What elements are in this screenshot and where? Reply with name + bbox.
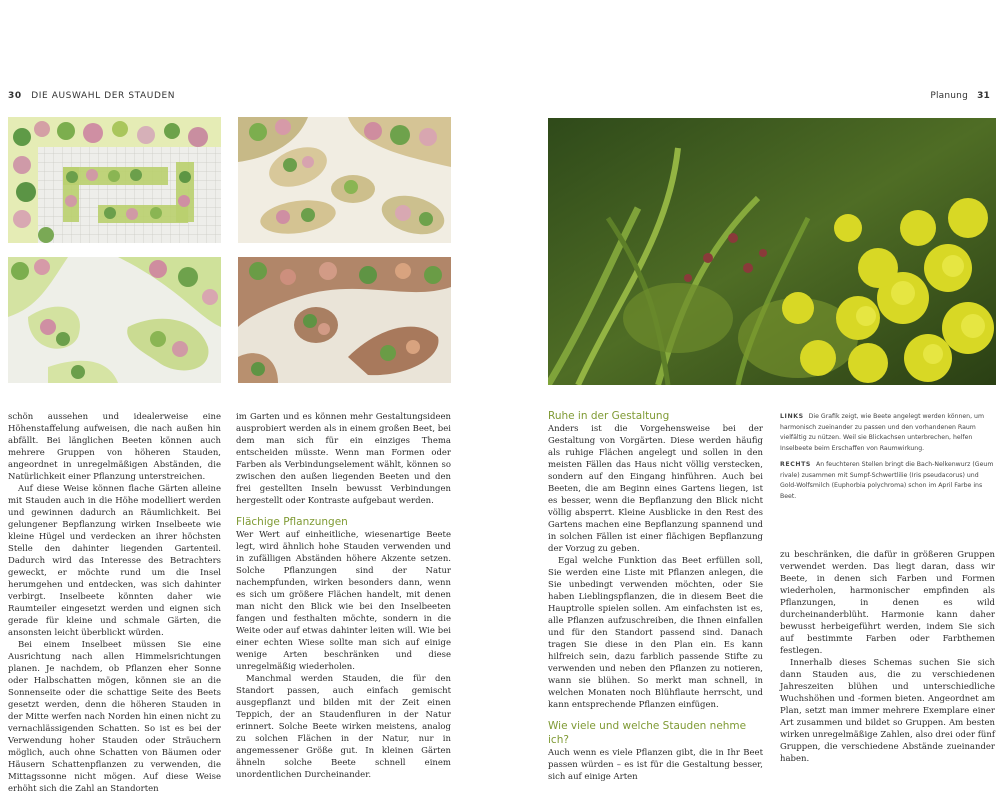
paragraph: im Garten und es können mehr Gestaltungsideen ausprobiert werden als in einem großen Beet, bei dem man sich für ein einziges Thema entscheiden müsste. Wenn man Formen oder Farben als Verbindungselement wählt, können so zwischen den außen liegenden Beeten und den frei gestellten Inseln bewusst Verbindungen hergestellt oder Kontraste aufgebaut werden.	[236, 412, 451, 506]
text-column-1	[8, 411, 221, 795]
text-column-4	[780, 549, 995, 765]
paragraph: Wer Wert auf einheitliche, wiesenartige Beete legt, wird ähnlich hohe Stauden verwenden und in zufälligen Abständen höhere Akzente setzen. Solche Pflanzungen sind der Natur nachempfunden, wirken besonders dann, wenn es sich um größere Flächen handelt, mit denen man nicht den Blick wie bei den Inselbeeten fangen und festhalten möchte, sondern in die Weite oder auf etwas dahinter leiten will. Wie bei einer echten Wiese sollte man sich auf einige wenige Arten beschränken und diese unregelmäßig wiederholen.	[236, 530, 451, 672]
subheading: Flächige Pflanzungen	[236, 516, 348, 528]
text-column-2	[236, 411, 451, 781]
chapter-title: DIE AUSWAHL DER STAUDEN	[31, 91, 176, 101]
page-number-left: 30	[8, 91, 22, 101]
image-captions	[780, 412, 994, 508]
subheading: Wie viele und welche Stauden nehme ich?	[548, 720, 747, 746]
paragraph: Egal welche Funktion das Beet erfüllen soll, Sie werden eine Liste mit Pflanzen anlegen, die Sie unbedingt verwenden möchten, oder Sie haben Lieblingspflanzen, die in diesem Beet die Hauptrolle spielen sollen. Am einfachsten ist es, alle Pflanzen aufzuschreiben, die Ihnen einfallen und für den Standort passend sind. Danach tragen Sie diese in den Plan ein. Es kann hilfreich sein, dazu farblich passende Stifte zu verwenden und neben den Pflanzen zu notieren, wann sie blühen. So merkt man schnell, in welchen Monaten noch Blühflaute herrscht, und kann entsprechende Pflanzen einfügen.	[548, 556, 763, 710]
paragraph: Anders ist die Vorgehensweise bei der Gestaltung von Vorgärten. Diese werden häufig als ruhige Flächen angelegt und sollen in den meisten Fällen das Haus nicht völlig verstecken, sondern auf den Eingang hinführen. Auch bei Beeten, die am Beginn eines Gartens liegen, ist es besser, wenn die Bepflanzung den Blick nicht völlig absperrt. Kleine Ausblicke in den Rest des Gartens machen eine Bepflanzung spannend und in solchen Fällen ist einer flächigen Bepflanzung der Vorzug zu geben.	[548, 424, 763, 554]
paragraph: Auf diese Weise können flache Gärten alleine mit Stauden auch in die Höhe modelliert werden und gewinnen dadurch an Räumlichkeit. Bei gelungener Bepflanzung wirken Inselbeete wie kleine Hügel und verdecken an ihrer höchsten Stelle den dahinter liegenden Gartenteil. Dadurch wird das Interesse des Betrachters geweckt, er möchte rund um die Insel herumgehen und entdecken, was sich dahinter verbirgt. Inselbeete könnten daher wie Raumteiler eingesetzt werden und eignen sich gerade für kleine und schmale Gärten, die ansonsten leicht überblickt würden.	[8, 484, 221, 638]
caption-label: RECHTS	[780, 461, 811, 468]
section-title: Planung	[930, 91, 968, 101]
staudenbeet-foto-icon	[548, 118, 996, 385]
caption-links	[780, 412, 994, 454]
subheading: Ruhe in der Gestaltung	[548, 410, 670, 422]
beet-skizze-geschwungen-icon	[8, 257, 221, 383]
paragraph: zu beschränken, die dafür in größeren Gruppen verwendet werden. Das liegt daran, dass wir Beete, in denen sich Farben und Formen wiederholen, harmonischer empfinden als Pflanzungen, in denen es wild durcheinanderblüht. Harmonie kann daher bewusst herbeigeführt werden, indem Sie sich auf bestimmte Farben oder Farbthemen festlegen.	[780, 550, 995, 656]
paragraph: Bei einem Inselbeet müssen Sie eine Ausrichtung nach allen Himmelsrichtungen planen. Je nachdem, ob Pflanzen eher Sonne oder Halbschatten mögen, können sie an die Sonnenseite oder die schattige Seite des Beets gesetzt werden, denn die höheren Stauden in der Mitte werfen nach Norden hin einen nicht zu vernachlässigenden Schatten. So ist es bei der Verwendung hoher Stauden oder Sträuchern möglich, auch ohne Schatten von Bäumen oder Häusern Schattenpflanzen zu verwenden, die Mittagssonne nicht mögen. Auf diese Weise erhöht sich die Zahl an Standorten	[8, 640, 221, 794]
text-column-3	[548, 409, 763, 783]
paragraph: Manchmal werden Stauden, die für den Standort passen, auch einfach gemischt ausgepflanzt und bilden mit der Zeit einen Teppich, der an Staudenfluren in der Natur erinnert. Solche Beete wirken meistens, analog zu solchen Flächen in der Natur, nur in angemessener Größe gut. In kleinen Gärten ähneln solche Beete schnell einem unordentlichen Durcheinander.	[236, 674, 451, 780]
beet-skizze-inseln-icon	[238, 117, 451, 243]
page-number-right: 31	[977, 91, 990, 101]
paragraph: schön aussehen und idealerweise eine Höhenstaffelung aufweisen, die nach außen hin abfällt. Bei länglichen Beeten können auch mehrere Gruppen von höheren Stauden, angeordnet in unregelmäßigen Abständen, die Natürlichkeit einer Pflanzung unterstreichen.	[8, 412, 221, 482]
caption-text: An feuchteren Stellen bringt die Bach-Nelkenwurz (Geum rivale) zusammen mit Sumpf-Schwertlilie (Iris pseudacorus) und Gold-Wolfsmilch (Euphorbia polychroma) schon im April Farbe ins Beet.	[780, 461, 994, 500]
caption-rechts	[780, 460, 994, 502]
beet-skizze-braun-icon	[238, 257, 451, 383]
paragraph: Auch wenn es viele Pflanzen gibt, die in Ihr Beet passen würden – es ist für die Gestaltung besser, sich auf einige Arten	[548, 748, 763, 782]
paragraph: Innerhalb dieses Schemas suchen Sie sich dann Stauden aus, die zu verschiedenen Jahreszeiten blühen und unterschiedliche Wuchshöhen und -formen bieten. Angeordnet am Plan, setzt man immer mehrere Exemplare einer Art zusammen und bildet so Gruppen. Am besten wirken unregelmäßige Zahlen, also drei oder fünf Gruppen, die verschiedene Abstände zueinander haben.	[780, 658, 995, 764]
running-header-right	[930, 91, 990, 101]
beet-skizze-grid-icon	[8, 117, 221, 243]
caption-text: Die Grafik zeigt, wie Beete angelegt werden können, um harmonisch zueinander zu passen und den vorhandenen Raum vielfältig zu nützen. Weil sie Blickachsen unterbrechen, helfen Inselbeete beim Erschaffen von Raumwirkung.	[780, 413, 984, 452]
caption-label: LINKS	[780, 413, 804, 420]
running-header-left	[8, 91, 175, 101]
